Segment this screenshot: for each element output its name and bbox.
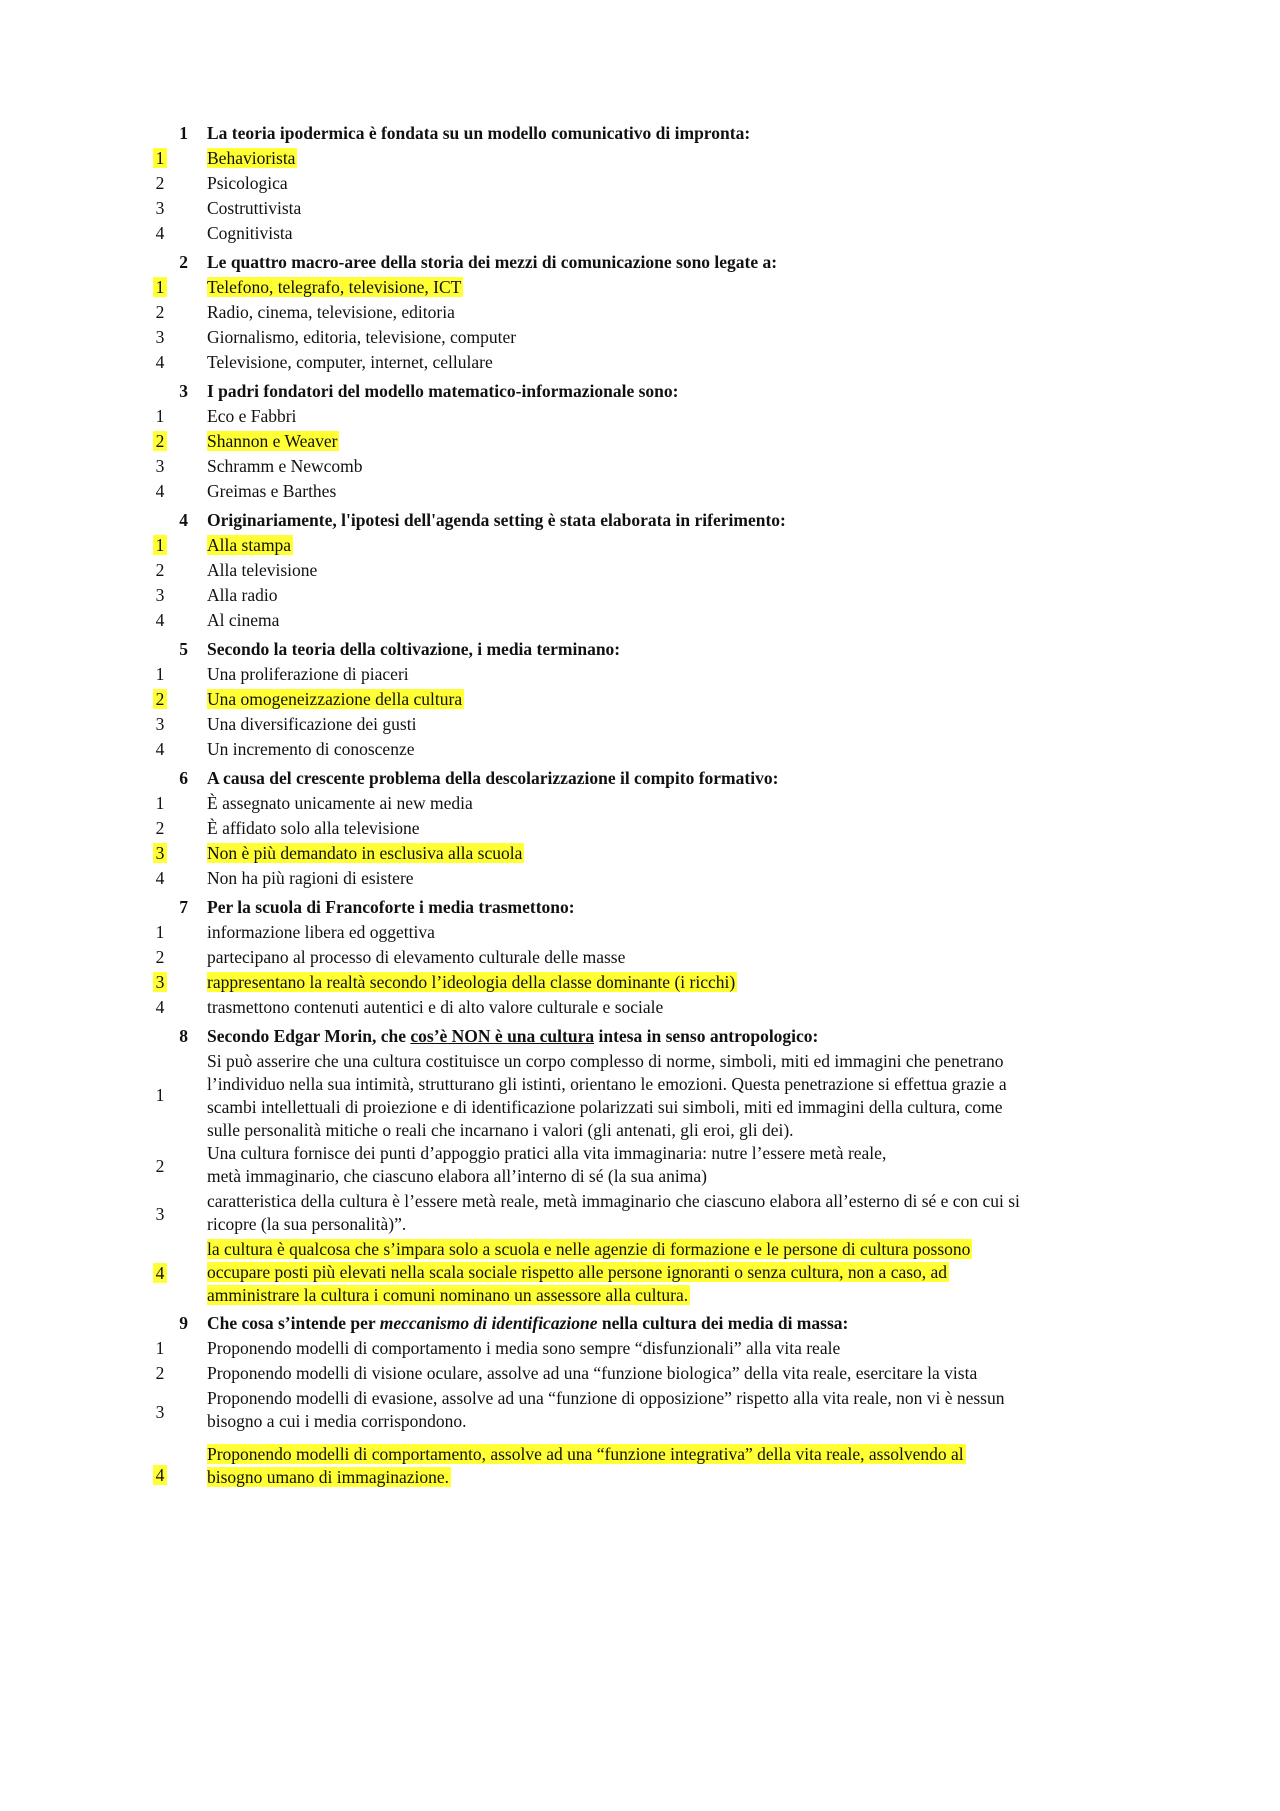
option-item — [0, 222, 1280, 247]
option-number: 1 — [155, 922, 165, 942]
option-item — [0, 584, 1280, 609]
question-text: A causa del crescente problema della descolarizzazione il compito formativo: — [207, 768, 779, 788]
question-number: 2 — [179, 252, 188, 272]
option-item — [0, 921, 1280, 946]
option-number: 3 — [155, 327, 165, 347]
option-text: Radio, cinema, televisione, editoria — [207, 302, 455, 322]
question-6 — [0, 763, 1280, 792]
option-text: Costruttivista — [207, 198, 302, 218]
question-number: 5 — [179, 639, 188, 659]
option-text: Una proliferazione di piaceri — [207, 664, 409, 684]
option-line: la cultura è qualcosa che s’impara solo a scuola e nelle agenzie di formazione e le persone di cultura possono — [207, 1239, 971, 1259]
option-number: 1 — [155, 406, 165, 426]
option-number: 4 — [153, 1263, 168, 1283]
option-item — [0, 326, 1280, 351]
option-text: Non ha più ragioni di esistere — [207, 868, 414, 888]
option-text: Schramm e Newcomb — [207, 456, 363, 476]
option-line: sulle personalità mitiche o reali che incarnano i valori (gli antenati, gli eroi, gli dei). — [207, 1120, 794, 1140]
question-text: Che cosa s’intende per meccanismo di identificazione nella cultura dei media di massa: — [207, 1313, 849, 1333]
option-number: 4 — [155, 223, 165, 243]
question-1 — [0, 118, 1280, 147]
option-number: 2 — [155, 302, 165, 322]
option-text: Telefono, telegrafo, televisione, ICT — [207, 277, 462, 297]
option-text: Un incremento di conoscenze — [207, 739, 415, 759]
option-number: 4 — [155, 352, 165, 372]
question-text: I padri fondatori del modello matematico-informazionale sono: — [207, 381, 679, 401]
option-number: 3 — [153, 843, 168, 863]
option-text: rappresentano la realtà secondo l’ideologia della classe dominante (i ricchi) — [207, 972, 736, 992]
option-item — [0, 867, 1280, 892]
option-item — [0, 1190, 1280, 1238]
option-item — [0, 147, 1280, 172]
option-text: Una diversificazione dei gusti — [207, 714, 417, 734]
question-number: 9 — [179, 1313, 188, 1333]
option-item — [0, 738, 1280, 763]
option-text: Al cinema — [207, 610, 280, 630]
option-item — [0, 1387, 1280, 1437]
option-number: 3 — [155, 1204, 165, 1224]
question-9 — [0, 1308, 1280, 1337]
option-item — [0, 609, 1280, 634]
option-number: 1 — [155, 1338, 165, 1358]
option-number: 1 — [155, 1085, 165, 1105]
option-number: 3 — [155, 714, 165, 734]
option-text: Eco e Fabbri — [207, 406, 297, 426]
option-text: Non è più demandato in esclusiva alla scuola — [207, 843, 523, 863]
question-number: 1 — [179, 123, 188, 143]
option-item — [0, 301, 1280, 326]
option-number: 4 — [153, 1465, 168, 1485]
option-text: È affidato solo alla televisione — [207, 818, 420, 838]
option-text: Giornalismo, editoria, televisione, computer — [207, 327, 517, 347]
option-line: l’individuo nella sua intimità, strutturano gli istinti, orientano le emozioni. Questa penetrazione si effettua grazie a — [207, 1074, 1007, 1094]
option-text: Greimas e Barthes — [207, 481, 337, 501]
option-item — [0, 817, 1280, 842]
option-text: Behaviorista — [207, 148, 296, 168]
option-item — [0, 276, 1280, 301]
question-8 — [0, 1021, 1280, 1050]
question-4 — [0, 505, 1280, 534]
option-item — [0, 713, 1280, 738]
option-number: 3 — [155, 1402, 165, 1422]
option-number: 4 — [155, 610, 165, 630]
option-number: 2 — [153, 689, 168, 709]
option-item — [0, 172, 1280, 197]
option-text: È assegnato unicamente ai new media — [207, 793, 473, 813]
option-line: Una cultura fornisce dei punti d’appoggio pratici alla vita immaginaria: nutre l’essere metà reale, — [207, 1143, 887, 1163]
option-item — [0, 946, 1280, 971]
question-number: 4 — [179, 510, 188, 530]
option-number: 3 — [155, 585, 165, 605]
option-line: metà immaginario, che ciascuno elabora all’interno di sé (la sua anima) — [207, 1166, 708, 1186]
option-item — [0, 430, 1280, 455]
option-number: 2 — [155, 1156, 165, 1176]
option-text: trasmettono contenuti autentici e di alto valore culturale e sociale — [207, 997, 664, 1017]
question-text: Le quattro macro-aree della storia dei mezzi di comunicazione sono legate a: — [207, 252, 778, 272]
option-item — [0, 480, 1280, 505]
question-2 — [0, 247, 1280, 276]
option-number: 2 — [155, 1363, 165, 1383]
option-number: 3 — [155, 198, 165, 218]
option-number: 4 — [155, 739, 165, 759]
option-line: Proponendo modelli di comportamento, assolve ad una “funzione integrativa” della vita reale, assolvendo al — [207, 1444, 964, 1464]
question-7 — [0, 892, 1280, 921]
option-number: 1 — [153, 535, 168, 555]
option-item — [0, 1238, 1280, 1308]
question-number: 6 — [179, 768, 188, 788]
option-text: Alla radio — [207, 585, 278, 605]
option-item — [0, 971, 1280, 996]
option-text: Televisione, computer, internet, cellulare — [207, 352, 493, 372]
option-item — [0, 792, 1280, 817]
question-text: La teoria ipodermica è fondata su un modello comunicativo di impronta: — [207, 123, 751, 143]
option-item — [0, 455, 1280, 480]
option-text: Proponendo modelli di visione oculare, assolve ad una “funzione biologica” della vita reale, esercitare la vista — [207, 1363, 978, 1383]
option-text: Psicologica — [207, 173, 288, 193]
option-item — [0, 1050, 1280, 1142]
option-item — [0, 534, 1280, 559]
question-number: 7 — [179, 897, 188, 917]
option-text: partecipano al processo di elevamento culturale delle masse — [207, 947, 626, 967]
option-item — [0, 559, 1280, 584]
option-item — [0, 1142, 1280, 1190]
option-number: 1 — [155, 793, 165, 813]
option-item — [0, 1437, 1280, 1497]
option-number: 4 — [155, 997, 165, 1017]
option-number: 1 — [153, 148, 168, 168]
option-item — [0, 996, 1280, 1021]
option-number: 3 — [155, 456, 165, 476]
underlined-phrase: cos’è NON è una cultura — [410, 1026, 595, 1046]
question-text: Originariamente, l'ipotesi dell'agenda setting è stata elaborata in riferimento: — [207, 510, 786, 530]
option-line: amministrare la cultura i comuni nominano un assessore alla cultura. — [207, 1285, 689, 1305]
option-item — [0, 197, 1280, 222]
question-text: Secondo Edgar Morin, che cos’è NON è una cultura intesa in senso antropologico: — [207, 1026, 819, 1046]
option-line: scambi intellettuali di proiezione e di identificazione polarizzati sui simboli, miti ed immagini della cultura, come — [207, 1097, 1003, 1117]
option-item — [0, 405, 1280, 430]
option-number: 2 — [155, 560, 165, 580]
option-item — [0, 688, 1280, 713]
option-number: 1 — [153, 277, 168, 297]
question-5 — [0, 634, 1280, 663]
option-text: Cognitivista — [207, 223, 293, 243]
option-number: 2 — [155, 173, 165, 193]
option-line: occupare posti più elevati nella scala sociale rispetto alle persone ignoranti o senza cultura, non a caso, ad — [207, 1262, 948, 1282]
question-text: Secondo la teoria della coltivazione, i media terminano: — [207, 639, 621, 659]
option-number: 2 — [155, 818, 165, 838]
option-number: 4 — [155, 481, 165, 501]
option-line: Proponendo modelli di evasione, assolve ad una “funzione di opposizione” rispetto alla vita reale, non vi è nessun — [207, 1388, 1005, 1408]
option-text: Alla stampa — [207, 535, 292, 555]
question-number: 3 — [179, 381, 188, 401]
option-line: bisogno umano di immaginazione. — [207, 1467, 450, 1487]
option-number: 3 — [153, 972, 168, 992]
option-text: Shannon e Weaver — [207, 431, 338, 451]
option-item — [0, 1362, 1280, 1387]
quiz-document — [0, 118, 1280, 1497]
option-item — [0, 842, 1280, 867]
italic-phrase: meccanismo di identificazione — [379, 1313, 598, 1333]
option-line: bisogno a cui i media corrispondono. — [207, 1411, 467, 1431]
option-number: 4 — [155, 868, 165, 888]
option-item — [0, 1337, 1280, 1362]
option-number: 2 — [153, 431, 168, 451]
option-number: 2 — [155, 947, 165, 967]
option-text: Una omogeneizzazione della cultura — [207, 689, 463, 709]
question-number: 8 — [179, 1026, 188, 1046]
option-item — [0, 663, 1280, 688]
question-3 — [0, 376, 1280, 405]
option-line: Si può asserire che una cultura costituisce un corpo complesso di norme, simboli, miti ed immagini che penetrano — [207, 1051, 1004, 1071]
option-text: informazione libera ed oggettiva — [207, 922, 435, 942]
option-number: 1 — [155, 664, 165, 684]
option-text: Alla televisione — [207, 560, 318, 580]
question-text: Per la scuola di Francoforte i media trasmettono: — [207, 897, 575, 917]
option-line: ricopre (la sua personalità)”. — [207, 1214, 407, 1234]
option-line: caratteristica della cultura è l’essere metà reale, metà immaginario che ciascuno elabora all’esterno di sé e con cui si — [207, 1191, 1020, 1211]
option-item — [0, 351, 1280, 376]
option-text: Proponendo modelli di comportamento i media sono sempre “disfunzionali” alla vita reale — [207, 1338, 841, 1358]
